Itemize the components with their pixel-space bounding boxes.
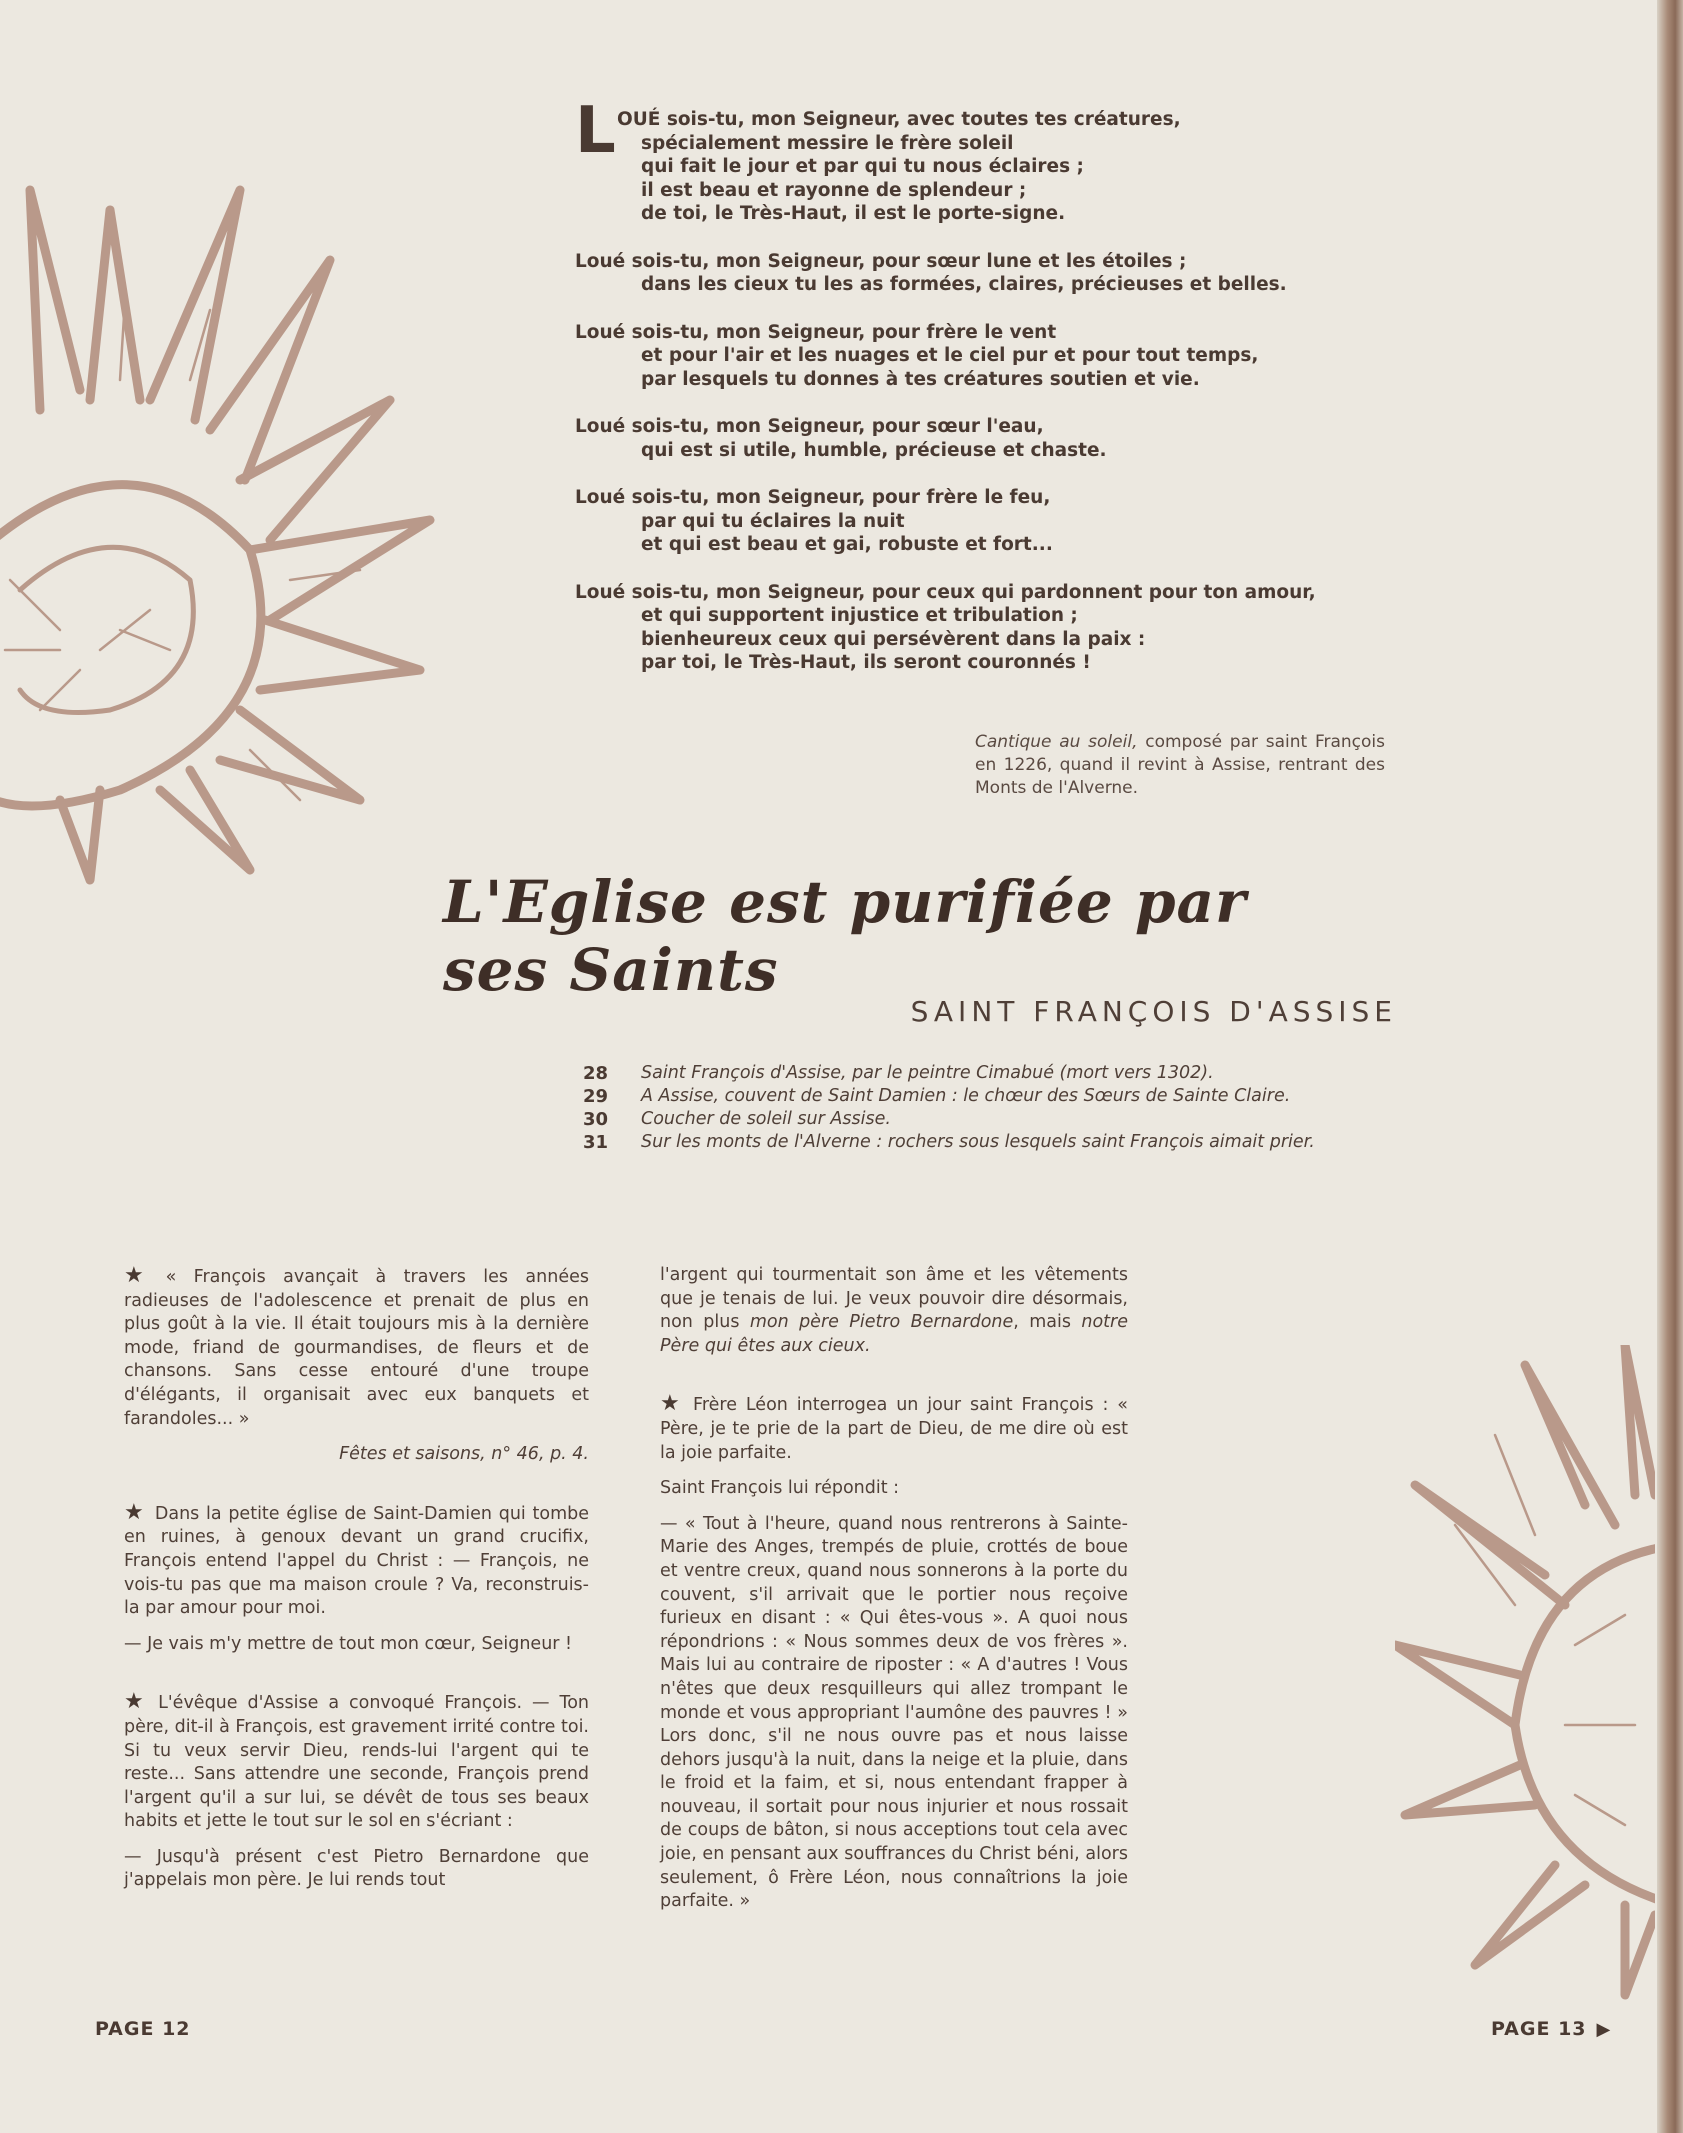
poem-line: Loué sois-tu, mon Seigneur, pour frère le feu, xyxy=(575,487,1051,508)
paragraph-text: L'évêque d'Assise a convoqué François. — Ton père, dit-il à François, est gravement irrité contre toi. Si tu veux servir Dieu, rends-lui l'argent qui te reste... Sans attendre une seconde, François prend l'argent qu'il a sur lui, se dévêt de tous ses beaux habits et jette le tout sur le sol en s'écriant : xyxy=(124,1693,589,1832)
stanza-6 xyxy=(575,581,1435,675)
star-icon: ★ xyxy=(124,1689,149,1715)
poem-line: il est beau et rayonne de splendeur ; xyxy=(641,179,1027,201)
caption-item xyxy=(583,1108,1403,1131)
poem-line: par qui tu éclaires la nuit xyxy=(641,510,905,532)
paragraph: — Jusqu'à présent c'est Pietro Bernardone que j'appelais mon père. Je lui rends tout xyxy=(124,1846,589,1891)
caption-number: 30 xyxy=(583,1109,609,1130)
caption-text: A Assise, couvent de Saint Damien : le chœur des Sœurs de Sainte Claire. xyxy=(641,1086,1291,1106)
poem-line: par lesquels tu donnes à tes créatures soutien et vie. xyxy=(641,368,1200,390)
stanza-3 xyxy=(575,321,1435,392)
paragraph: Saint François lui répondit : xyxy=(660,1478,900,1499)
caption-number: 31 xyxy=(583,1132,609,1153)
attribution-title: Cantique au soleil, xyxy=(975,732,1138,752)
canticle-poem xyxy=(575,94,1435,699)
quote-source: Fêtes et saisons, n° 46, p. 4. xyxy=(339,1444,589,1465)
attribution-text: composé par saint François en 1226, quand il revint à Assise, rentrant des Monts de l'Alverne. xyxy=(975,732,1385,798)
page-number-right[interactable] xyxy=(1491,2018,1611,2040)
drop-cap: L xyxy=(575,94,616,168)
poem-line: bienheureux ceux qui persévèrent dans la paix : xyxy=(641,628,1146,650)
star-icon: ★ xyxy=(124,1263,156,1288)
poem-line: qui est si utile, humble, précieuse et chaste. xyxy=(641,439,1107,461)
paragraph-text: , mais xyxy=(1013,1312,1082,1333)
paragraph xyxy=(124,1264,589,1431)
poem-line: Loué sois-tu, mon Seigneur, pour sœur l'eau, xyxy=(575,416,1044,437)
stanza-2 xyxy=(575,250,1435,297)
page-number-left: PAGE 12 xyxy=(95,2018,191,2040)
paragraph: — « Tout à l'heure, quand nous rentrerons à Sainte-Marie des Anges, trempés de pluie, crottés de boue et ventre creux, quand nous sonnerons à la porte du couvent, s'il arrivait que le portier nous reçoive furieux en disant : « Qui êtes-vous ». A quoi nous répondrions : « Nous sommes deux de vos frères ». Mais lui au contraire de riposter : « A d'autres ! Vous n'êtes que deux resquilleurs qui allez trompant le monde et vous appropriant l'aumône des pauvres ! » Lors donc, s'il ne nous ouvre pas et nous laisse dehors jusqu'à la nuit, dans la neige et la pluie, dans le froid et la faim, et si, nous entendant frapper à nouveau, il sortait pour nous injurier et nous rossait de coups de bâton, si nous acceptions tout cela avec joie, en pensant aux souffrances du Christ béni, alors seulement, ô Frère Léon, nous connaîtrions la joie parfaite. » xyxy=(660,1513,1128,1912)
star-icon: ★ xyxy=(660,1391,684,1417)
poem-line: Loué sois-tu, mon Seigneur, pour frère le vent xyxy=(575,321,1057,343)
poem-line: par toi, le Très-Haut, ils seront couronnés ! xyxy=(641,652,1091,673)
caption-text: Sur les monts de l'Alverne : rochers sous lesquels saint François aimait prier. xyxy=(641,1132,1315,1152)
poem-line: et pour l'air et les nuages et le ciel pur et pour tout temps, xyxy=(641,345,1259,366)
paragraph xyxy=(660,1392,1128,1465)
next-arrow-icon[interactable]: ▶ xyxy=(1596,2019,1612,2040)
sun-illustration-left xyxy=(0,150,450,890)
poem-line: Loué sois-tu, mon Seigneur, pour ceux qui pardonnent pour ton amour, xyxy=(575,581,1316,603)
left-text-column xyxy=(124,1264,589,1905)
page-binding-edge xyxy=(1657,0,1683,2133)
caption-item xyxy=(583,1131,1403,1154)
poem-line: qui fait le jour et par qui tu nous éclaires ; xyxy=(641,156,1084,177)
poem-line: spécialement messire le frère soleil xyxy=(641,132,1014,154)
stanza-5 xyxy=(575,486,1435,557)
italic-text: mon père Pietro Bernardone xyxy=(749,1312,1014,1333)
section-subtitle: SAINT FRANÇOIS D'ASSISE xyxy=(910,995,1397,1028)
paragraph: — Je vais m'y mettre de tout mon cœur, Seigneur ! xyxy=(124,1633,573,1654)
section-title: L'Eglise est purifiée par ses Saints xyxy=(443,868,1247,1004)
paragraph-text: Frère Léon interrogea un jour saint François : « Père, je te prie de la part de Dieu, de me dire où est la joie parfaite. xyxy=(660,1395,1128,1463)
stanza-4 xyxy=(575,415,1435,462)
caption-number: 29 xyxy=(583,1086,609,1107)
star-icon: ★ xyxy=(124,1499,145,1525)
poem-line: OUÉ sois-tu, mon Seigneur, avec toutes tes créatures, xyxy=(617,109,1181,130)
paragraph-text: l'argent qui tourmentait son âme et les vêtements que je tenais de lui. Je veux pouvoir dire désormais, non plus xyxy=(660,1265,1128,1333)
caption-item xyxy=(583,1085,1403,1108)
poem-line: de toi, le Très-Haut, il est le porte-signe. xyxy=(641,203,1066,224)
poem-line: et qui supportent injustice et tribulation ; xyxy=(641,605,1078,626)
caption-text: Coucher de soleil sur Assise. xyxy=(641,1109,891,1129)
caption-text: Saint François d'Assise, par le peintre Cimabué (mort vers 1302). xyxy=(641,1063,1214,1083)
paragraph xyxy=(124,1690,589,1834)
right-text-column xyxy=(660,1264,1128,1926)
poem-line: Loué sois-tu, mon Seigneur, pour sœur lune et les étoiles ; xyxy=(575,250,1187,272)
stanza-1 xyxy=(575,94,1435,226)
page-number-text: PAGE 13 xyxy=(1491,2018,1587,2040)
poem-line: et qui est beau et gai, robuste et fort... xyxy=(641,534,1053,555)
paragraph-text: Dans la petite église de Saint-Damien qui tombe en ruines, à genoux devant un grand crucifix, François entend l'appel du Christ : — François, ne vois-tu pas que ma maison croule ? Va, reconstruis-la par amour pour moi. xyxy=(124,1503,589,1619)
photo-captions xyxy=(583,1062,1403,1154)
canticle-attribution xyxy=(975,731,1385,800)
poem-line: dans les cieux tu les as formées, claires, précieuses et belles. xyxy=(641,274,1287,295)
paragraph-text: « François avançait à travers les années radieuses de l'adolescence et prenait de plus en plus goût à la vie. Il était toujours mis à la dernière mode, friand de gourmandises, de fleurs et de chansons. Sans cesse entouré d'une troupe d'élégants, il organisait avec eux banquets et farandoles... » xyxy=(124,1267,589,1429)
paragraph xyxy=(124,1501,589,1621)
caption-number: 28 xyxy=(583,1063,609,1084)
sun-illustration-right xyxy=(1395,1345,1655,2005)
paragraph xyxy=(660,1264,1128,1358)
caption-item xyxy=(583,1062,1403,1085)
italic-text: notre Père qui êtes aux cieux. xyxy=(660,1312,1128,1356)
